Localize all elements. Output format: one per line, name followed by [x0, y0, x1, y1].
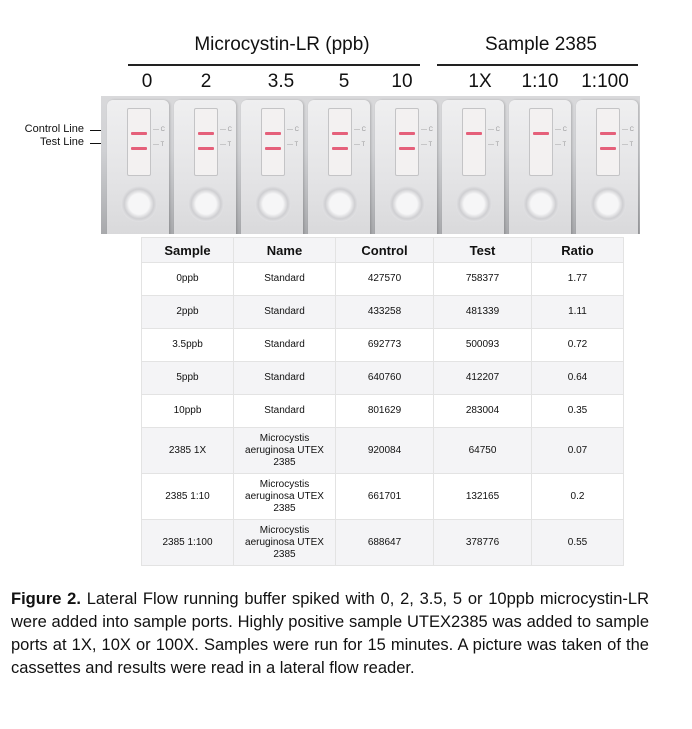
result-window — [529, 108, 553, 176]
cell-test: 758377 — [434, 263, 532, 296]
table-row — [142, 428, 624, 474]
concentration-label-10: 10 — [391, 71, 413, 92]
standards-group-rule — [128, 64, 420, 66]
table-header-row — [142, 238, 624, 263]
result-window — [328, 108, 352, 176]
cassette — [174, 100, 236, 234]
cell-name: Standard — [234, 362, 336, 395]
test-band — [265, 147, 281, 150]
cassette — [308, 100, 370, 234]
standards-group-title: Microcystin-LR (ppb) — [194, 34, 370, 55]
header-control: Control — [336, 238, 434, 263]
concentration-label-5: 5 — [338, 71, 350, 92]
cell-control: 427570 — [336, 263, 434, 296]
cell-name: Standard — [234, 263, 336, 296]
cell-control: 433258 — [336, 296, 434, 329]
cell-name: Standard — [234, 329, 336, 362]
cell-sample: 2385 1:10 — [142, 474, 234, 520]
test-mark: — T — [488, 142, 500, 148]
sample-well — [121, 186, 157, 222]
cell-ratio: 0.35 — [532, 395, 624, 428]
test-mark: — T — [555, 142, 567, 148]
concentration-label-1x: 1X — [468, 71, 492, 92]
sample-well — [389, 186, 425, 222]
header-test: Test — [434, 238, 532, 263]
table-row — [142, 395, 624, 428]
cell-test: 64750 — [434, 428, 532, 474]
sample-well — [523, 186, 559, 222]
test-band — [399, 147, 415, 150]
figure-caption — [11, 588, 649, 680]
cassette — [241, 100, 303, 234]
cassette — [442, 100, 504, 234]
sample-well — [456, 186, 492, 222]
cell-control: 801629 — [336, 395, 434, 428]
cell-control: 640760 — [336, 362, 434, 395]
cell-test: 132165 — [434, 474, 532, 520]
cell-sample: 5ppb — [142, 362, 234, 395]
table-row — [142, 296, 624, 329]
cell-sample: 2385 1X — [142, 428, 234, 474]
cassette — [509, 100, 571, 234]
control-band — [131, 132, 147, 135]
test-mark: — T — [421, 142, 433, 148]
cell-ratio: 0.72 — [532, 329, 624, 362]
cell-sample: 3.5ppb — [142, 329, 234, 362]
result-window — [462, 108, 486, 176]
cassette-photo — [101, 96, 640, 234]
cell-ratio: 1.11 — [532, 296, 624, 329]
cell-ratio: 0.64 — [532, 362, 624, 395]
concentration-label-3-5: 3.5 — [267, 71, 295, 92]
table-row — [142, 329, 624, 362]
control-band — [332, 132, 348, 135]
cell-sample: 2ppb — [142, 296, 234, 329]
table-row — [142, 263, 624, 296]
cell-name: Microcystis aeruginosa UTEX 2385 — [234, 428, 336, 474]
caption-text: Lateral Flow running buffer spiked with 0, 2, 3.5, 5 or 10ppb microcystin-LR were added into sample ports. Highly positive sample UTEX2385 was added to sample ports at 1X, 10X or 100X. Samples were run for 15 minutes. A picture was taken of the cassettes and results were read in a lateral flow reader. — [11, 590, 649, 677]
cell-test: 378776 — [434, 520, 532, 566]
cell-sample: 10ppb — [142, 395, 234, 428]
control-mark: — C — [220, 127, 232, 133]
header-ratio: Ratio — [532, 238, 624, 263]
cell-test: 500093 — [434, 329, 532, 362]
test-band — [198, 147, 214, 150]
sample-well — [255, 186, 291, 222]
cassette — [576, 100, 638, 234]
sample-well — [322, 186, 358, 222]
cell-name: Standard — [234, 296, 336, 329]
sample-group-title: Sample 2385 — [485, 34, 597, 55]
test-line-label: Test Line — [39, 136, 84, 148]
cell-control: 920084 — [336, 428, 434, 474]
cell-name: Standard — [234, 395, 336, 428]
test-band — [332, 147, 348, 150]
control-mark: — C — [622, 127, 634, 133]
control-band — [265, 132, 281, 135]
sample-well — [188, 186, 224, 222]
cell-control: 692773 — [336, 329, 434, 362]
control-mark: — C — [287, 127, 299, 133]
control-band — [198, 132, 214, 135]
control-mark: — C — [354, 127, 366, 133]
concentration-label-2: 2 — [200, 71, 212, 92]
control-band — [533, 132, 549, 135]
control-mark: — C — [555, 127, 567, 133]
control-mark: — C — [488, 127, 500, 133]
cell-ratio: 1.77 — [532, 263, 624, 296]
cell-test: 481339 — [434, 296, 532, 329]
control-band — [399, 132, 415, 135]
table-row — [142, 474, 624, 520]
cell-sample: 2385 1:100 — [142, 520, 234, 566]
cell-sample: 0ppb — [142, 263, 234, 296]
cell-name: Microcystis aeruginosa UTEX 2385 — [234, 474, 336, 520]
test-mark: — T — [354, 142, 366, 148]
header-name: Name — [234, 238, 336, 263]
result-window — [194, 108, 218, 176]
cassette — [107, 100, 169, 234]
result-window — [127, 108, 151, 176]
cell-test: 412207 — [434, 362, 532, 395]
concentration-label-1-100: 1:100 — [581, 71, 629, 92]
control-mark: — C — [421, 127, 433, 133]
header-sample: Sample — [142, 238, 234, 263]
results-table — [141, 237, 624, 566]
test-mark: — T — [220, 142, 232, 148]
sample-group-rule — [437, 64, 638, 66]
cell-control: 661701 — [336, 474, 434, 520]
cell-ratio: 0.55 — [532, 520, 624, 566]
test-mark: — T — [287, 142, 299, 148]
result-window — [395, 108, 419, 176]
sample-well — [590, 186, 626, 222]
result-window — [596, 108, 620, 176]
cell-control: 688647 — [336, 520, 434, 566]
result-window — [261, 108, 285, 176]
control-mark: — C — [153, 127, 165, 133]
control-band — [600, 132, 616, 135]
table-row — [142, 520, 624, 566]
figure-label: Figure 2. — [11, 590, 81, 608]
cassette — [375, 100, 437, 234]
cell-ratio: 0.2 — [532, 474, 624, 520]
test-band — [131, 147, 147, 150]
test-mark: — T — [153, 142, 165, 148]
concentration-label-0: 0 — [141, 71, 153, 92]
cell-test: 283004 — [434, 395, 532, 428]
cell-ratio: 0.07 — [532, 428, 624, 474]
control-band — [466, 132, 482, 135]
cell-name: Microcystis aeruginosa UTEX 2385 — [234, 520, 336, 566]
concentration-label-1-10: 1:10 — [521, 71, 559, 92]
test-band — [600, 147, 616, 150]
control-line-label: Control Line — [24, 123, 84, 135]
test-mark: — T — [622, 142, 634, 148]
table-row — [142, 362, 624, 395]
